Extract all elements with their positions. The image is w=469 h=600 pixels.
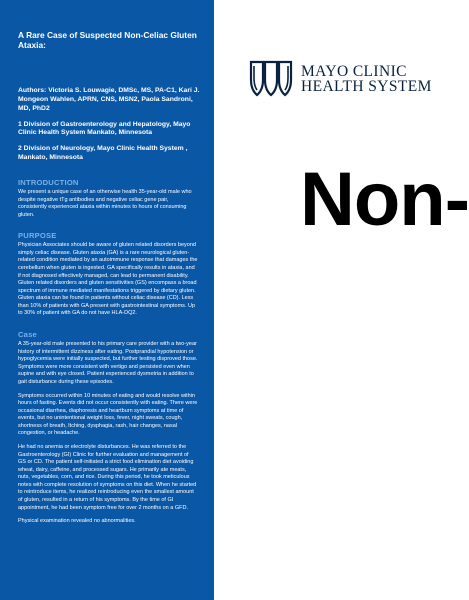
- title-clip-area: [214, 0, 469, 600]
- case-paragraph-1: A 35-year-old male presented to his primary care provider with a two-year history of intermittent dizziness after eating. Postprandial hypotension or hypoglycemia were initially suspected, but further testing disproved those. Symptoms were more consistent with vertigo and persisted even when supine and with eye closed. Patient experienced dysmetria in addition to gait disturbance during these episodes.: [18, 341, 198, 385]
- affiliation-2: 2 Division of Neurology, Mayo Clinic Health System , Mankato, Minnesota: [18, 145, 188, 162]
- poster-title: A Rare Case of Suspected Non-Celiac Gluten Ataxia:: [18, 30, 197, 51]
- introduction-body: We present a unique case of an otherwise health 35-year-old male who despite negative tTg antibodies and negative celiac gene pair, consistently experienced ataxia within minutes to hours of consuming gluten.: [18, 188, 192, 218]
- case-paragraph-2: Symptoms occurred within 10 minutes of eating and would resolve within hours of fasting. Events did not occur consistently with eating. There were occasional diarrhea, diaphoresis and heartburn symptoms at time of events, but no unintentional weight loss, fever, night sweats, cough, shortness of breath, Itching, dysphagia, rash, hair changes, nasal congestion, or headache.: [18, 392, 198, 437]
- affiliation-1: 1 Division of Gastroenterology and Hepatology, Mayo Clinic Health System Mankato, Minnesota: [18, 120, 191, 137]
- case-heading: Case: [18, 330, 37, 340]
- logo-line-2: HEALTH SYSTEM: [301, 78, 432, 95]
- left-info-panel: [0, 0, 214, 600]
- logo-line-1: MAYO CLINIC: [301, 62, 407, 80]
- purpose-body: Physician Associates should be aware of gluten related disorders beyond simply celiac disease. Gluten ataxia (GA) is a rare neurological gluten-related condition mediated by an autoimmune response that damages the cerebellum when gluten is ingested. GA specifically results in ataxia, and if not diagnosed effectively managed, can lead to permanent disability. Gluten related disorders and gluten sensitivities (GS) encompass a broad spectrum of immune mediated manifestations triggered by dietary gluten. Gluten ataxia can be found in patients without celiac disease (CD). Less than 10% of patients with GA present with gastrointestinal symptoms. Up to 30% of patient with GA do not have HLA-DQ2.: [18, 242, 198, 317]
- case-paragraph-4: Physical examination revealed no abnormalities.: [18, 518, 136, 525]
- purpose-heading: PURPOSE: [18, 231, 57, 241]
- introduction-heading: INTRODUCTION: [18, 177, 79, 187]
- big-title-fragment: Non-: [300, 157, 469, 242]
- case-paragraph-3: He had no anemia or electrolyte disturbances. He was referred to the Gastroenterology (GI) Clinic for further evaluation and management of GS or CD. The patient self-initiated a strict food elimination diet avoiding wheat, dairy, caffeine, and processed sugars. He primarily ate meats, nuts, vegetables, corn, and rice. During this period, he took meticulous notes with complete resolution of symptoms on this diet. When he started to reintroduce items, he realized reintroducing even the smallest amount of gluten, resulted in a return of his symptoms. By the time of GI appointment, he had been symptom free for over 2 months on a GFD.: [18, 443, 197, 511]
- authors-text: Authors: Victoria S. Louwagie, DMSc, MS, PA-C1, Kari J. Mongeon Wahlen, APRN, CNS, MSN2, Paola Sandroni, MD, PhD2: [18, 87, 200, 112]
